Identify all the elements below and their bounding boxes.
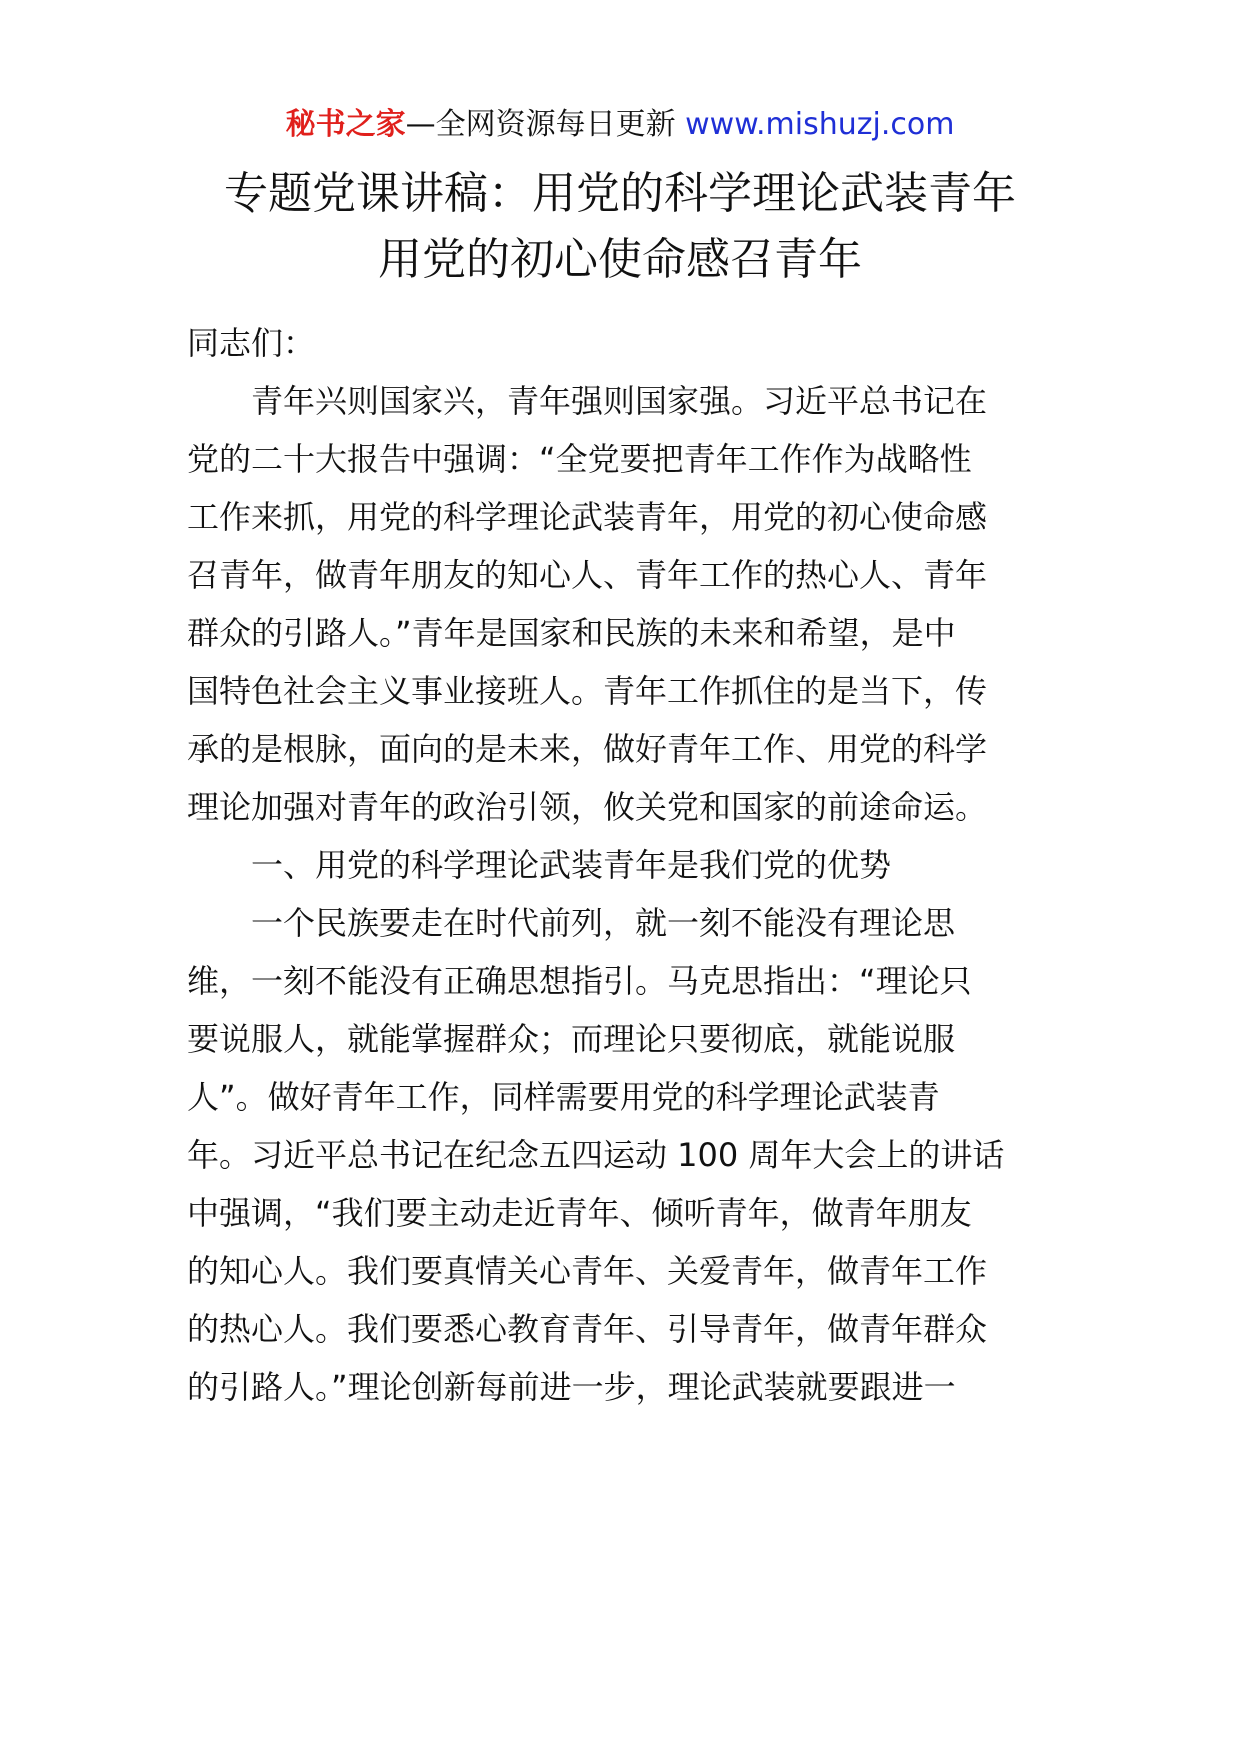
body-line: 同志们： — [187, 324, 316, 362]
body-line: 一个民族要走在时代前列，就一刻不能没有理论思 — [187, 904, 956, 942]
brand-name: 秘书之家 — [285, 107, 406, 142]
document-title-line-1: 专题党课讲稿：用党的科学理论武装青年 — [224, 168, 1016, 219]
body-line: 的热心人。我们要悉心教育青年、引导青年，做青年群众 — [187, 1310, 988, 1348]
document-title-line-2: 用党的初心使命感召青年 — [378, 234, 862, 285]
body-line: 召青年，做青年朋友的知心人、青年工作的热心人、青年 — [187, 556, 988, 594]
body-line: 工作来抓，用党的科学理论武装青年，用党的初心使命感 — [187, 498, 988, 536]
body-line: 青年兴则国家兴，青年强则国家强。习近平总书记在 — [187, 382, 988, 420]
body-line: 国特色社会主义事业接班人。青年工作抓住的是当下，传 — [187, 672, 988, 710]
body-line: 人”。做好青年工作，同样需要用党的科学理论武装青 — [187, 1078, 940, 1116]
body-line: 年。习近平总书记在纪念五四运动 100 周年大会上的讲话 — [187, 1136, 1005, 1174]
body-line: 的知心人。我们要真情关心青年、关爱青年，做青年工作 — [187, 1252, 988, 1290]
section-heading: 一、用党的科学理论武装青年是我们党的优势 — [187, 846, 892, 884]
body-line: 维，一刻不能没有正确思想指引。马克思指出：“理论只 — [187, 962, 972, 1000]
site-url[interactable]: www.mishuzj.com — [685, 107, 955, 142]
body-line: 的引路人。”理论创新每前进一步，理论武装就要跟进一 — [187, 1368, 956, 1406]
body-line: 党的二十大报告中强调：“全党要把青年工作作为战略性 — [187, 440, 972, 478]
body-line: 群众的引路人。”青年是国家和民族的未来和希望，是中 — [187, 614, 956, 652]
header-slogan: —全网资源每日更新 — [405, 107, 676, 142]
body-line: 承的是根脉，面向的是未来，做好青年工作、用党的科学 — [187, 730, 988, 768]
body-line: 理论加强对青年的政治引领，攸关党和国家的前途命运。 — [187, 788, 988, 826]
body-line: 要说服人，就能掌握群众；而理论只要彻底，就能说服 — [187, 1020, 956, 1058]
site-header — [0, 103, 1240, 147]
body-line: 中强调，“我们要主动走近青年、倾听青年，做青年朋友 — [187, 1194, 972, 1232]
